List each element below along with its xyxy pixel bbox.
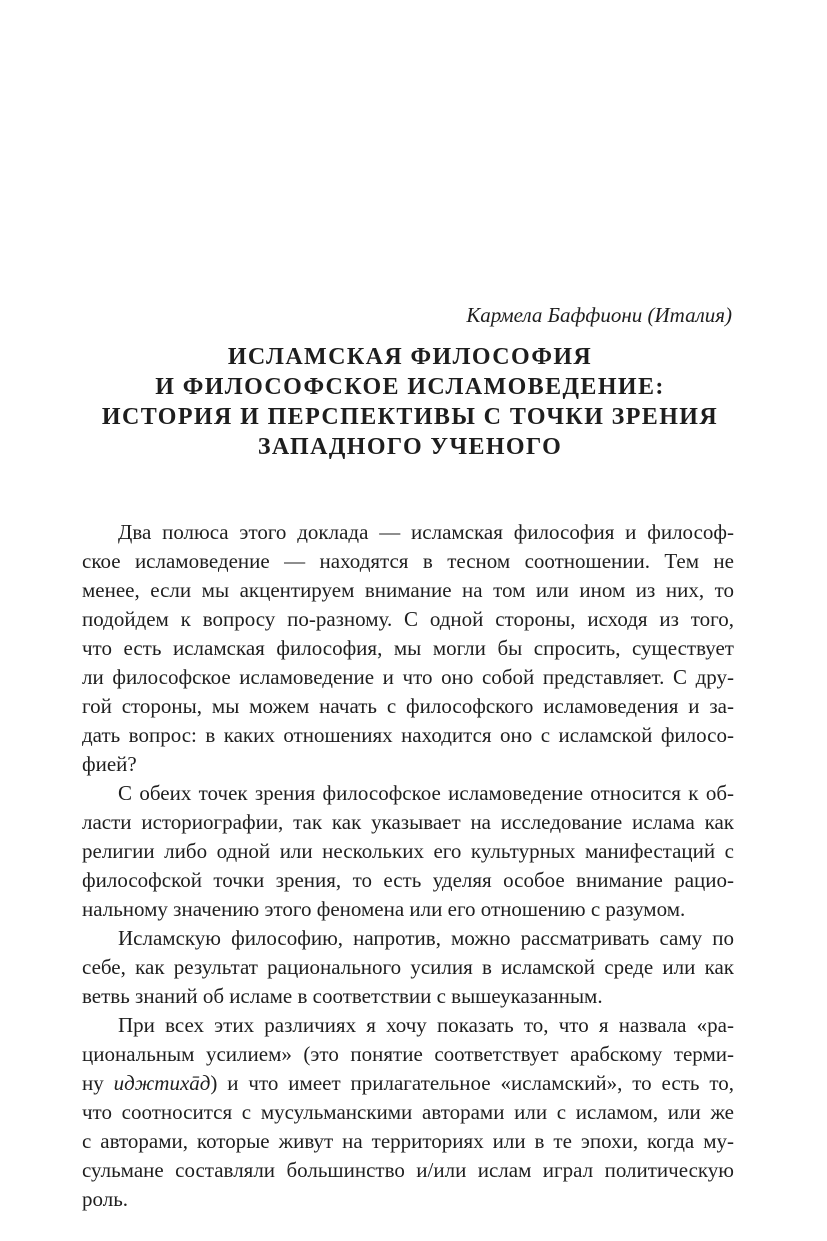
text-line: С обеих точек зрения философское исламоведение относится к об- [118,781,734,805]
author-line: Кармела Баффиони (Италия) [466,303,732,327]
text-line: ласти историографии, так как указывает на исследование ислама как [82,810,734,834]
text-line: что есть исламская философия, мы могли бы спросить, существует [82,636,734,660]
text-line: ветвь знаний об исламе в соответствии с вышеуказанным. [82,984,603,1008]
paragraph-1 [82,518,734,779]
text-line: сульмане составляли большинство и/или ислам играл политическую [82,1158,734,1182]
text-line: ское исламоведение — находятся в тесном соотношении. Тем не [82,549,734,573]
text-line: философской точки зрения, то есть уделяя особое внимание рацио- [82,868,734,892]
article-body [82,518,734,1214]
text-fragment: ну [82,1071,114,1095]
text-line: роль. [82,1187,129,1211]
text-line: дать вопрос: в каких отношениях находится оно с исламской филосо- [82,723,734,747]
paragraph-2 [82,779,734,924]
paragraph-3 [82,924,734,1011]
title-line: ИСТОРИЯ И ПЕРСПЕКТИВЫ С ТОЧКИ ЗРЕНИЯ [101,404,719,430]
title-line: ИСЛАМСКАЯ ФИЛОСОФИЯ [227,344,593,370]
paragraph-4 [82,1011,734,1214]
text-line: Исламскую философию, напротив, можно рассматривать саму по [118,926,734,950]
text-line: гой стороны, мы можем начать с философского исламоведения и за- [82,694,734,718]
text-line: подойдем к вопросу по-разному. С одной стороны, исходя из того, [82,607,734,631]
article-title [80,342,740,462]
title-line: ЗАПАДНОГО УЧЕНОГО [257,434,563,460]
text-line: себе, как результат рационального усилия в исламской среде или как [82,955,734,979]
arabic-term: иджтихāд [113,1071,211,1095]
text-fragment: ) и что имеет прилагательное «исламский», то есть то, [210,1071,734,1095]
text-line: что соотносится с мусульманскими авторами или с исламом, или же [82,1100,734,1124]
text-line: циональным усилием» (это понятие соответствует арабскому терми- [82,1042,734,1066]
text-line: с авторами, которые живут на территориях или в те эпохи, когда му- [82,1129,734,1153]
text-line: При всех этих различиях я хочу показать то, что я назвала «ра- [118,1013,734,1037]
text-line: Два полюса этого доклада — исламская философия и философ- [118,520,734,544]
text-line: менее, если мы акцентируем внимание на том или ином из них, то [82,578,734,602]
text-line: нальному значению этого феномена или его отношению с разумом. [82,897,686,921]
text-line-with-term [82,1069,734,1098]
text-line: фией? [82,752,137,776]
title-line: И ФИЛОСОФСКОЕ ИСЛАМОВЕДЕНИЕ: [155,374,665,400]
text-line: религии либо одной или нескольких его культурных манифестаций с [82,839,734,863]
text-line: ли философское исламоведение и что оно собой представляет. С дру- [82,665,734,689]
